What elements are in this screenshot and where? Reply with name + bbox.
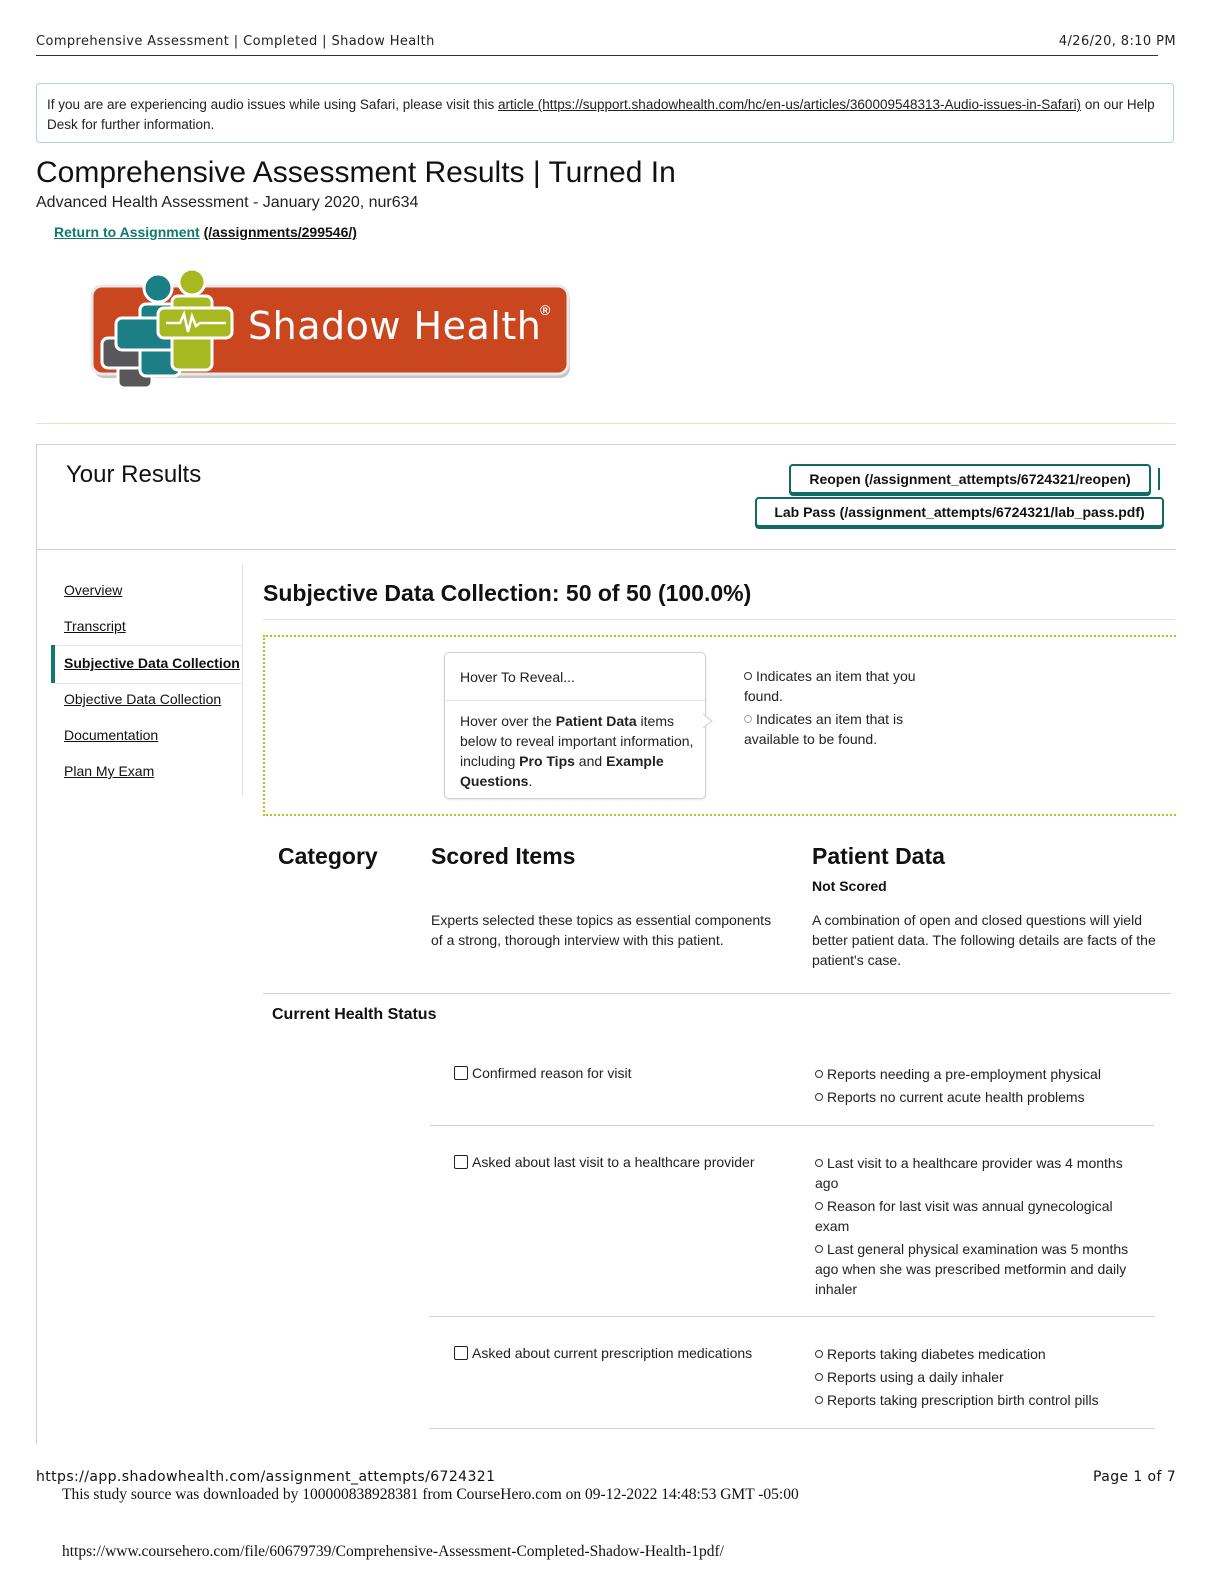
row-divider [430, 1428, 1154, 1429]
tip-bold: Patient Data [555, 713, 637, 729]
return-link-label[interactable]: Return to Assignment [54, 224, 200, 240]
found-dot-icon [815, 1373, 823, 1381]
safari-notice [36, 83, 1174, 143]
legend-available-label: Indicates an item that is available to be found. [744, 711, 904, 747]
legend-box [263, 635, 1176, 816]
print-title: Comprehensive Assessment | Completed | Shadow Health [36, 34, 435, 49]
sidebar-item-objective-data-collection[interactable]: Objective Data Collection [64, 691, 222, 707]
page-title: Comprehensive Assessment Results | Turned In [36, 156, 676, 189]
row-divider [430, 1125, 1154, 1126]
results-panel-top-border [36, 444, 1176, 445]
list-item[interactable] [815, 1087, 1135, 1107]
reopen-button-edge [1158, 468, 1160, 490]
found-dot-icon [815, 1070, 823, 1078]
patient-data-text: Reports needing a pre-employment physical [827, 1066, 1101, 1082]
found-dot-icon [815, 1350, 823, 1358]
list-item[interactable] [815, 1344, 1135, 1364]
available-dot-icon [744, 715, 752, 723]
tip-divider [445, 700, 705, 701]
found-dot-icon [744, 672, 752, 680]
lab-pass-button[interactable]: Lab Pass (/assignment_attempts/6724321/lab_pass.pdf) [755, 497, 1164, 527]
notice-suffix: on our Help Desk for further information. [47, 97, 1155, 132]
patient-data-text: Reports taking prescription birth control pills [827, 1392, 1099, 1408]
table-row [430, 1344, 1154, 1429]
tip-text: and [574, 753, 607, 769]
list-item[interactable] [815, 1153, 1135, 1193]
section-divider [263, 619, 1175, 620]
table-row [430, 1153, 1154, 1317]
list-item[interactable] [815, 1367, 1135, 1387]
patient-data-text: Reason for last visit was annual gynecological exam [815, 1198, 1113, 1234]
footer-url: https://app.shadowhealth.com/assignment_attempts/6724321 [36, 1469, 496, 1485]
column-header-patient-data: Patient Data [812, 843, 945, 869]
tip-body [460, 711, 695, 791]
legend-found [744, 666, 919, 706]
sidebar-item-transcript[interactable]: Transcript [64, 618, 126, 634]
tip-bold: Example Questions [460, 753, 664, 789]
page-subtitle: Advanced Health Assessment - January 2020, nur634 [36, 194, 419, 211]
return-link-url[interactable]: (/assignments/299546/) [203, 224, 357, 240]
notice-prefix: If you are are experiencing audio issues while using Safari, please visit this [47, 97, 498, 112]
scored-item [454, 1345, 752, 1361]
patient-data-text: Reports using a daily inhaler [827, 1369, 1004, 1385]
results-sidebar [36, 564, 244, 796]
list-item[interactable] [815, 1196, 1135, 1236]
shadow-health-logo [88, 266, 574, 396]
found-dot-icon [815, 1245, 823, 1253]
scored-items-description: Experts selected these topics as essential components of a strong, thorough interview with this patient. [431, 912, 772, 948]
table-divider [263, 993, 1171, 994]
table-row [430, 1064, 1154, 1126]
source-url: https://www.coursehero.com/file/60679739/Comprehensive-Assessment-Completed-Shadow-Health-1pdf/ [62, 1543, 724, 1560]
source-note: This study source was downloaded by 100000838928381 from CourseHero.com on 09-12-2022 14:48:53 GMT -05:00 [62, 1486, 799, 1503]
list-item[interactable] [815, 1390, 1135, 1410]
found-dot-icon [815, 1396, 823, 1404]
scored-item [454, 1154, 755, 1170]
notice-article-link[interactable]: article (https://support.shadowhealth.com/hc/en-us/articles/360009548313-Audio-issues-in-Safari) [498, 97, 1082, 112]
tip-text: Hover over the [460, 713, 556, 729]
tip-arrow-icon [703, 714, 717, 728]
scored-item [454, 1065, 632, 1081]
tip-heading: Hover To Reveal... [460, 669, 575, 685]
found-dot-icon [815, 1202, 823, 1210]
reopen-button[interactable]: Reopen (/assignment_attempts/6724321/reopen) [789, 464, 1151, 494]
column-header-category: Category [278, 843, 378, 869]
section-title: Subjective Data Collection: 50 of 50 (100.0%) [263, 580, 752, 606]
return-to-assignment[interactable] [54, 224, 357, 240]
patient-data-text: Last visit to a healthcare provider was 4 months ago [815, 1155, 1123, 1191]
row-divider [430, 1316, 1154, 1317]
tip-text: items below to reveal important information, including [460, 713, 694, 769]
sidebar-item-overview[interactable]: Overview [64, 582, 123, 598]
patient-data-text: Reports taking diabetes medication [827, 1346, 1046, 1362]
patient-data-text: Last general physical examination was 5 months ago when she was prescribed metformin and daily inhaler [815, 1241, 1129, 1297]
hover-tip-card[interactable] [444, 652, 706, 799]
legend-available [744, 709, 919, 749]
checkbox-icon [454, 1155, 468, 1169]
not-scored-label: Not Scored [812, 878, 887, 894]
scored-item-label: Asked about current prescription medications [472, 1345, 753, 1361]
footer-page-number: Page 1 of 7 [1093, 1469, 1176, 1485]
results-panel-divider [36, 549, 1176, 550]
patient-data-list [815, 1064, 1135, 1110]
sidebar-item-plan-my-exam[interactable]: Plan My Exam [64, 763, 155, 779]
category-current-health-status: Current Health Status [272, 1006, 437, 1023]
print-datetime: 4/26/20, 8:10 PM [1058, 34, 1176, 49]
patient-data-description: A combination of open and closed questions will yield better patient data. The following details are facts of the patient's case. [812, 912, 1156, 968]
your-results-heading: Your Results [66, 461, 202, 488]
tip-text: . [528, 773, 533, 789]
logo-wordmark: Shadow Health [248, 304, 542, 348]
checkbox-icon [454, 1346, 468, 1360]
sidebar-item-subjective-data-collection[interactable]: Subjective Data Collection [64, 655, 240, 671]
found-dot-icon [815, 1093, 823, 1101]
tip-bold: Pro Tips [519, 753, 575, 769]
list-item[interactable] [815, 1239, 1135, 1299]
logo-divider [36, 423, 1176, 424]
checkbox-icon [454, 1066, 468, 1080]
patient-data-list [815, 1153, 1135, 1302]
patient-data-list [815, 1344, 1135, 1413]
header-divider [36, 55, 1158, 56]
column-header-scored-items: Scored Items [431, 843, 576, 869]
legend-found-label: Indicates an item that you found. [744, 668, 916, 704]
sidebar-item-documentation[interactable]: Documentation [64, 727, 159, 743]
list-item[interactable] [815, 1064, 1135, 1084]
found-dot-icon [815, 1159, 823, 1167]
scored-item-label: Confirmed reason for visit [472, 1065, 632, 1081]
sidebar-divider [242, 564, 243, 796]
registered-mark: ® [540, 302, 551, 318]
patient-data-text: Reports no current acute health problems [827, 1089, 1085, 1105]
scored-item-label: Asked about last visit to a healthcare provider [472, 1154, 755, 1170]
